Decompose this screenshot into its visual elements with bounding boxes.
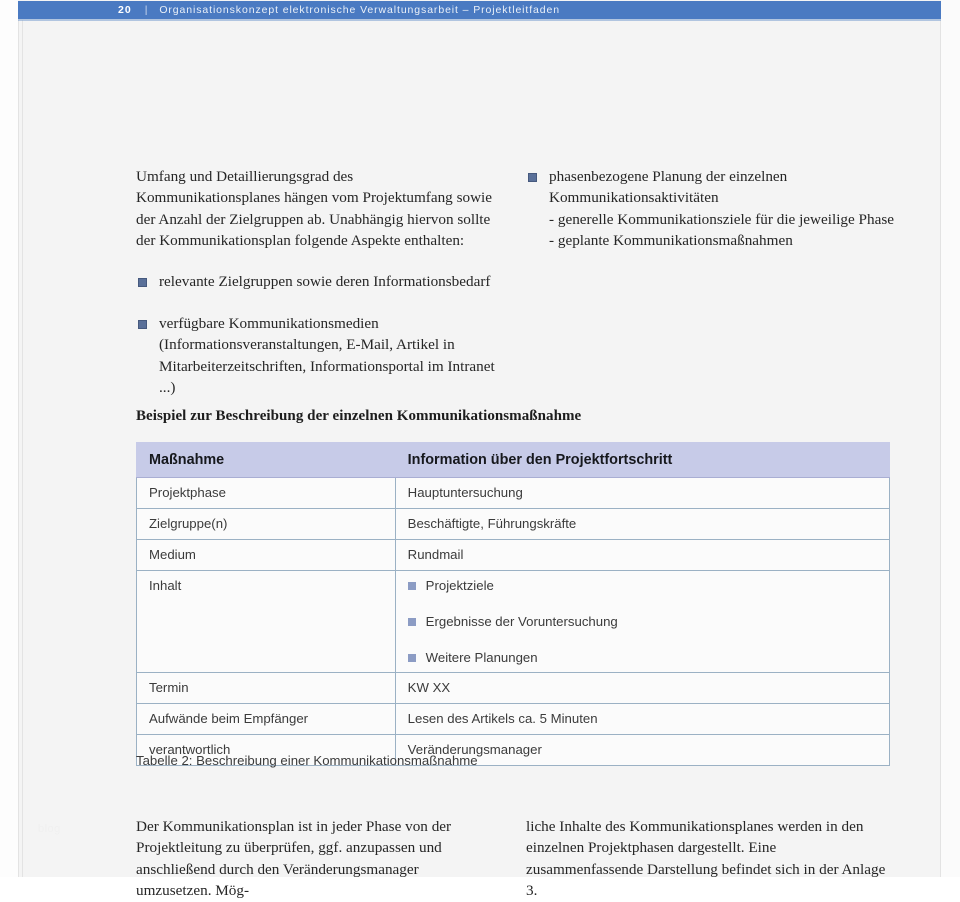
list-item-label: Ergebnisse der Voruntersuchung (425, 614, 618, 629)
row-value: KW XX (395, 673, 889, 704)
table-header-row (137, 443, 890, 478)
row-value: Rundmail (395, 540, 889, 571)
inhalt-bullet-list (408, 578, 879, 665)
square-bullet-icon (408, 582, 416, 590)
row-value: Veränderungsmanager (395, 735, 889, 766)
document-title: Organisationskonzept elektronische Verwaltungsarbeit – Projektleitfaden (159, 4, 561, 16)
square-bullet-icon (528, 173, 537, 182)
row-label: verantwortlich (137, 735, 396, 766)
bullet-text: verfügbare Kommunikationsmedien (Informationsveranstaltungen, E-Mail, Artikel in Mitarbeiterzeitschriften, Informationsportal im Intranet ...) (159, 315, 495, 397)
row-label: Aufwände beim Empfänger (137, 704, 396, 735)
table-row (137, 478, 890, 509)
left-bullet-2 (136, 313, 496, 399)
square-bullet-icon (408, 654, 416, 662)
table-row-inhalt (137, 571, 890, 673)
header-separator: | (144, 4, 149, 16)
list-item-label: Projektziele (425, 578, 494, 593)
measure-description-table (136, 442, 890, 766)
intro-paragraph-block (136, 166, 496, 252)
row-value-bullets (395, 571, 889, 673)
square-bullet-icon (138, 278, 147, 287)
bullet-text: relevante Zielgruppen sowie deren Informationsbedarf (159, 273, 491, 290)
table-heading: Beispiel zur Beschreibung der einzelnen Kommunikationsmaßnahme (136, 408, 582, 424)
table-row (137, 540, 890, 571)
column-header-massnahme: Maßnahme (137, 443, 396, 478)
list-item (408, 614, 879, 629)
right-subitem-list (526, 209, 896, 252)
closing-paragraph-left-block (136, 816, 496, 902)
bullet-text: phasenbezogene Planung der einzelnen Kommunikationsaktivitäten (549, 168, 788, 207)
square-bullet-icon (138, 320, 147, 329)
table-caption: Tabelle 2: Beschreibung einer Kommunikationsmaßnahme (136, 753, 478, 768)
bullet-row (136, 313, 496, 399)
closing-paragraph-left: Der Kommunikationsplan ist in jeder Phase von der Projektleitung zu überprüfen, ggf. anzupassen und anschließend durch den Veränderungsmanager umzusetzen. Mög- (136, 818, 452, 900)
row-value: Beschäftigte, Führungskräfte (395, 509, 889, 540)
list-item (408, 578, 879, 593)
left-bullet-1 (136, 271, 496, 292)
dash-item: - geplante Kommunikationsmaßnahmen (549, 232, 793, 250)
list-item-label: Weitere Planungen (425, 650, 538, 665)
bullet-row (526, 166, 896, 209)
row-label: Projektphase (137, 478, 396, 509)
square-bullet-icon (408, 618, 416, 626)
bullet-row (136, 271, 496, 292)
right-bullet-block (526, 166, 896, 252)
dash-item: - generelle Kommunikationsziele für die jeweilige Phase (549, 210, 894, 228)
row-value: Hauptuntersuchung (395, 478, 889, 509)
row-value: Lesen des Artikels ca. 5 Minuten (395, 704, 889, 735)
table-row (137, 673, 890, 704)
intro-paragraph: Umfang und Detaillierungsgrad des Kommunikationsplanes hängen vom Projektumfang sowie der Anzahl der Zielgruppen ab. Unabhängig hiervon sollte der Kommunikationsplan folgende Aspekte enthalten: (136, 168, 493, 250)
table-row (137, 509, 890, 540)
row-label: Termin (137, 673, 396, 704)
closing-paragraph-right-block (526, 816, 896, 902)
watermark: blog (38, 823, 61, 835)
closing-paragraph-right: liche Inhalte des Kommunikationsplanes werden in den einzelnen Projektphasen dargestellt. Eine zusammenfassende Darstellung befindet sich in der Anlage 3. (526, 818, 886, 900)
list-item (408, 650, 879, 665)
page-number: 20 (118, 4, 132, 16)
table-row (137, 704, 890, 735)
row-label: Medium (137, 540, 396, 571)
column-header-information: Information über den Projektfortschritt (395, 443, 889, 478)
row-label: Inhalt (137, 571, 396, 673)
row-label: Zielgruppe(n) (137, 509, 396, 540)
